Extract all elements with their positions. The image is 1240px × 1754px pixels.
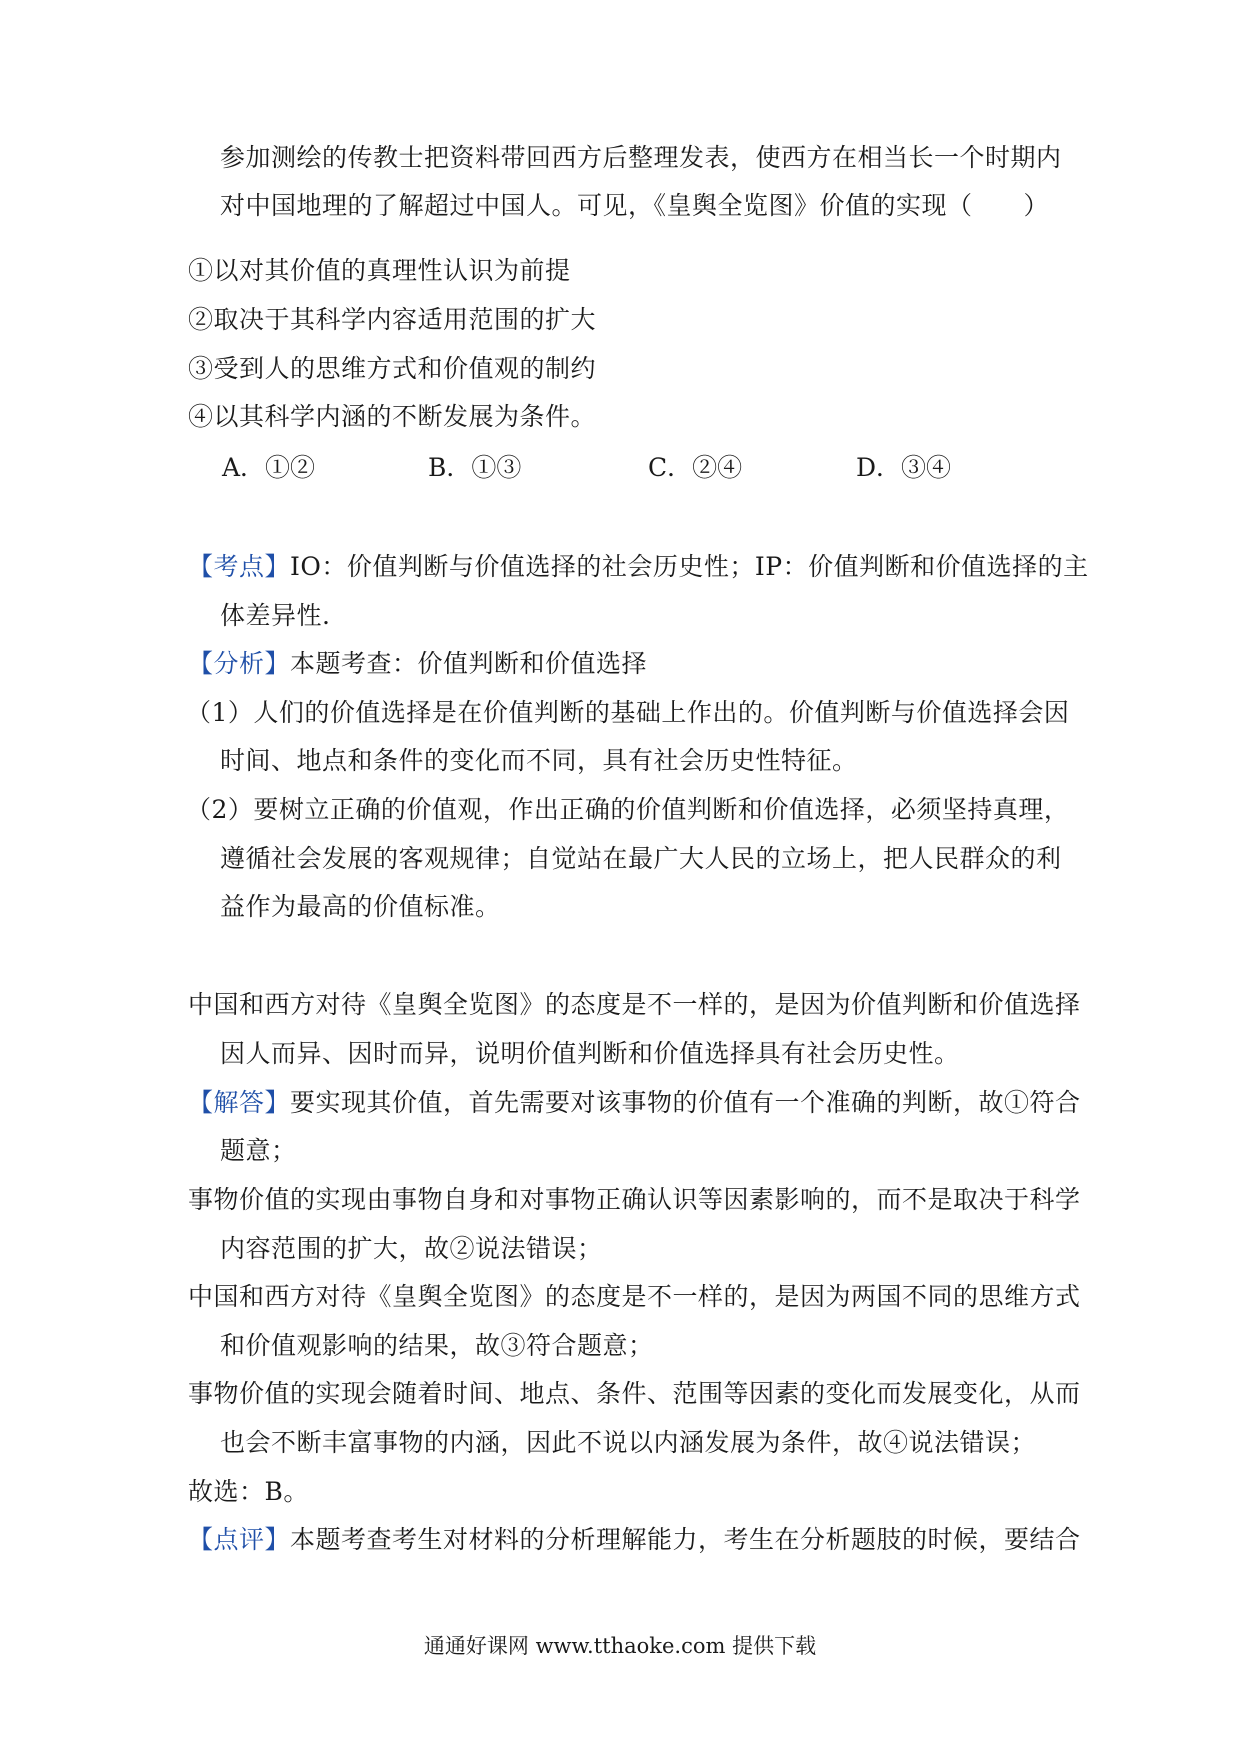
statement-2: ②取决于其科学内容适用范围的扩大	[188, 305, 597, 334]
fenxi-text: 本题考查：价值判断和价值选择	[290, 649, 648, 678]
question-intro-line-2: 对中国地理的了解超过中国人。可见，《皇舆全览图》价值的实现（ ）	[220, 191, 1050, 220]
kaodian-line-1	[188, 551, 1089, 583]
jieda-line-5: 中国和西方对待《皇舆全览图》的态度是不一样的，是因为两国不同的思维方式	[188, 1282, 1081, 1311]
jieda-text: 要实现其价值，首先需要对该事物的价值有一个准确的判断，故①符合	[290, 1088, 1081, 1117]
fenxi-line-5: 遵循社会发展的客观规律；自觉站在最广大人民的立场上，把人民群众的利	[220, 844, 1062, 873]
dianping-text: 本题考查考生对材料的分析理解能力，考生在分析题肢的时候，要结合	[290, 1525, 1081, 1554]
jieda-line-7: 事物价值的实现会随着时间、地点、条件、范围等因素的变化而发展变化，从而	[188, 1379, 1081, 1408]
fenxi-line-4: （2）要树立正确的价值观，作出正确的价值判断和价值选择，必须坚持真理，	[186, 795, 1070, 824]
statement-4: ④以其科学内涵的不断发展为条件。	[188, 402, 597, 431]
kaodian-text: IO：价值判断与价值选择的社会历史性；IP：价值判断和价值选择的主	[290, 552, 1089, 581]
statement-3: ③受到人的思维方式和价值观的制约	[188, 354, 597, 383]
question-intro-line-1: 参加测绘的传教士把资料带回西方后整理发表，使西方在相当长一个时期内	[220, 143, 1062, 172]
middle-line-1: 中国和西方对待《皇舆全览图》的态度是不一样的，是因为价值判断和价值选择	[188, 990, 1081, 1019]
option-b: B．①③	[428, 453, 522, 482]
jieda-line-2: 题意；	[220, 1136, 297, 1165]
jieda-line-9: 故选：B。	[188, 1477, 309, 1506]
fenxi-line-2: （1）人们的价值选择是在价值判断的基础上作出的。价值判断与价值选择会因	[186, 698, 1070, 727]
fenxi-tag: 【分析】	[188, 649, 291, 678]
jieda-line-3: 事物价值的实现由事物自身和对事物正确认识等因素影响的，而不是取决于科学	[188, 1185, 1081, 1214]
fenxi-line-1	[188, 648, 647, 680]
kaodian-tag: 【考点】	[188, 552, 291, 581]
middle-line-2: 因人而异、因时而异，说明价值判断和价值选择具有社会历史性。	[220, 1039, 960, 1068]
option-a: A．①②	[222, 453, 316, 482]
dianping-tag: 【点评】	[188, 1525, 291, 1554]
fenxi-line-6: 益作为最高的价值标准。	[220, 892, 501, 921]
page-footer: 通通好课网 www.tthaoke.com 提供下载	[423, 1634, 817, 1658]
jieda-line-8: 也会不断丰富事物的内涵，因此不说以内涵发展为条件，故④说法错误；	[220, 1428, 1037, 1457]
statement-1: ①以对其价值的真理性认识为前提	[188, 256, 571, 285]
fenxi-line-3: 时间、地点和条件的变化而不同，具有社会历史性特征。	[220, 746, 858, 775]
jieda-line-6: 和价值观影响的结果，故③符合题意；	[220, 1331, 654, 1360]
kaodian-line-2: 体差异性.	[220, 601, 331, 630]
option-d: D．③④	[856, 453, 952, 482]
jieda-line-4: 内容范围的扩大，故②说法错误；	[220, 1234, 603, 1263]
jieda-line-1	[188, 1087, 1081, 1119]
option-c: C．②④	[648, 453, 743, 482]
dianping-line-1	[188, 1524, 1081, 1556]
jieda-tag: 【解答】	[188, 1088, 291, 1117]
